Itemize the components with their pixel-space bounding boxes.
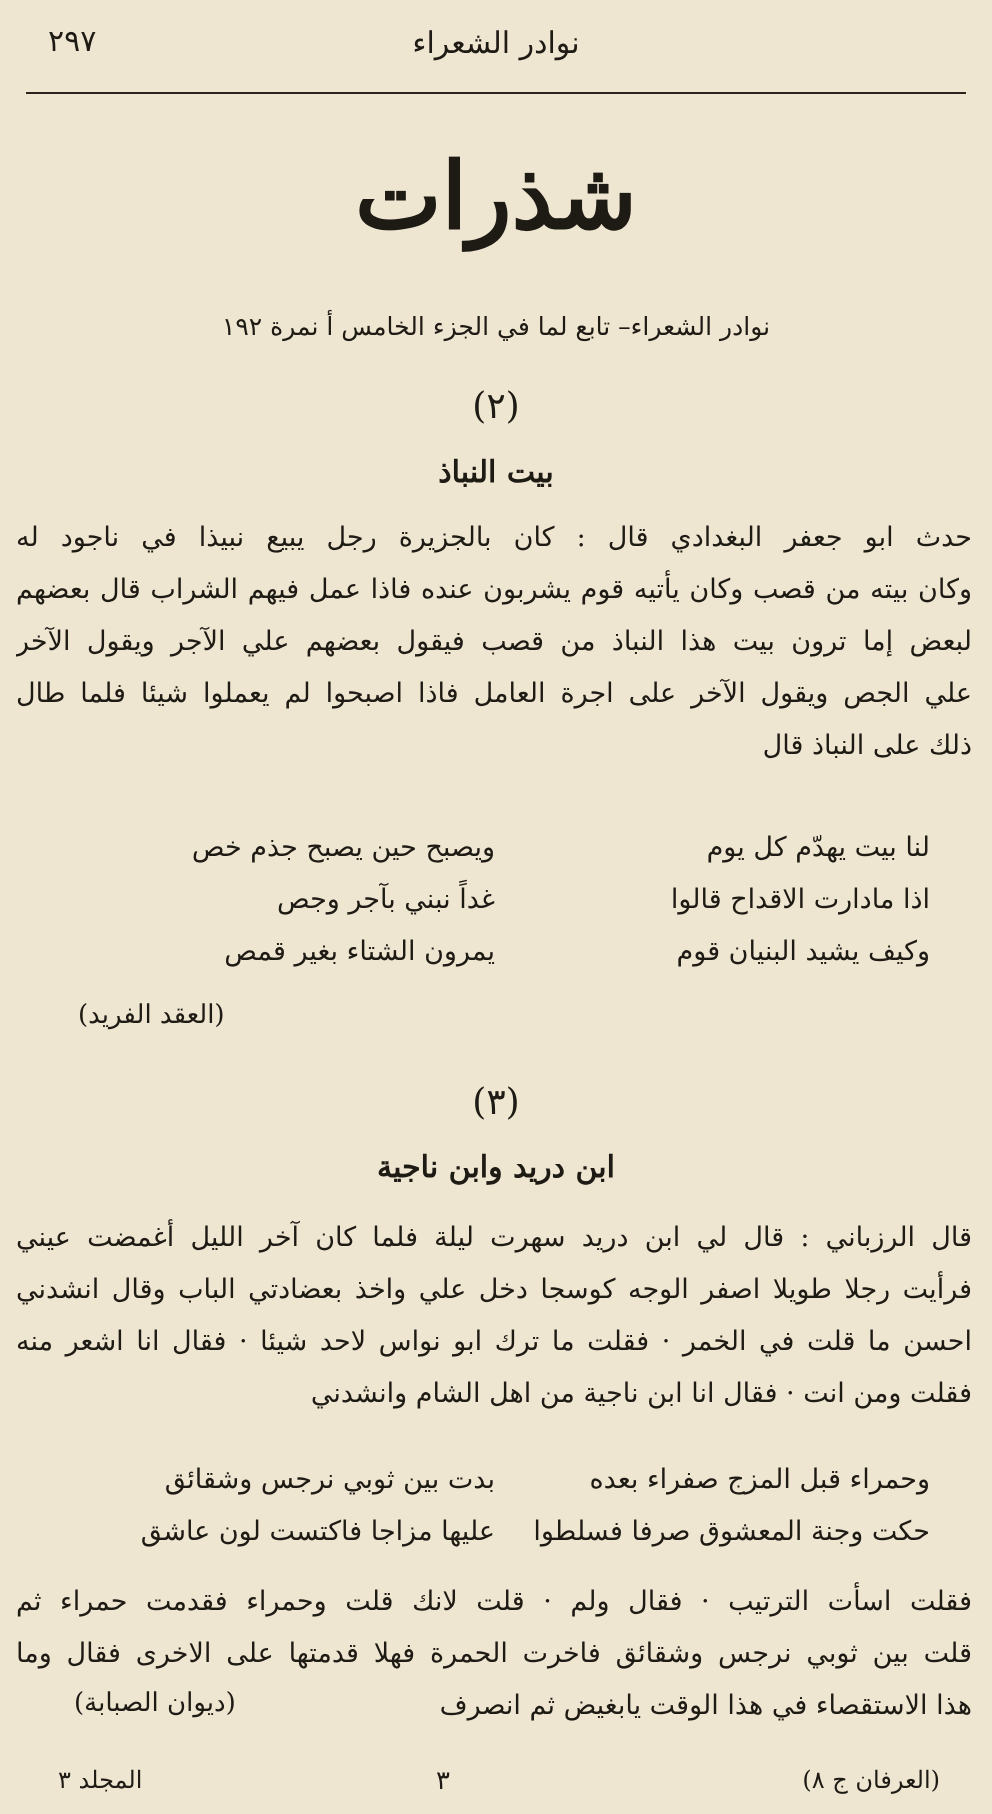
section-2-verses — [60, 822, 930, 978]
section-2-source: (العقد الفريد) — [78, 1000, 225, 1030]
verse-first-hemistich: حكت وجنة المعشوق صرفا فسلطوا — [533, 1516, 930, 1547]
paragraph-line: علي الجص ويقول الآخر على اجرة العامل فاذا اصبحوا لم يعملوا شيئا فلما طال — [16, 678, 972, 709]
footer-page: ٣ — [436, 1766, 450, 1796]
verse-second-hemistich: يمرون الشتاء بغير قمص — [224, 936, 495, 967]
paragraph-line: لبعض إما ترون بيت هذا النباذ من قصب فيقول بعضهم علي الآجر ويقول الآخر — [16, 626, 972, 657]
verse-first-hemistich: وكيف يشيد البنيان قوم — [676, 936, 930, 967]
section-title: شذرات — [355, 142, 637, 250]
paragraph-line: فقلت اسأت الترتيب · فقال ولم · قلت لانك قلت وحمراء فقدمت حمراء ثم — [16, 1586, 972, 1617]
paragraph-line: حدث ابو جعفر البغدادي قال : كان بالجزيرة رجل يبيع نبيذا في ناجود له — [16, 522, 972, 553]
paragraph-line: قال الرزباني : قال لي ابن دريد سهرت ليلة فلما كان آخر الليل أغمضت عيني — [16, 1222, 972, 1253]
section-3-verses — [60, 1454, 930, 1558]
verse-first-hemistich: وحمراء قبل المزج صفراء بعده — [589, 1464, 930, 1495]
footer-volume: المجلد ٣ — [58, 1766, 143, 1794]
section-3-number: (٣) — [472, 1082, 520, 1123]
paragraph-line: قلت بين ثوبي نرجس وشقائق فاخرت الحمرة فهلا قدمتها على الاخرى فقال وما — [16, 1638, 972, 1669]
verse-second-hemistich: عليها مزاجا فاكتست لون عاشق — [140, 1516, 495, 1547]
verse-second-hemistich: بدت بين ثوبي نرجس وشقائق — [164, 1464, 495, 1495]
verse-second-hemistich: غداً نبني بآجر وجص — [277, 884, 495, 915]
subtitle: نوادر الشعراء– تابع لما في الجزء الخامس أ نمرة ١٩٢ — [221, 312, 771, 341]
section-3-paragraph-2 — [16, 1576, 972, 1680]
section-2-number: (٢) — [472, 386, 520, 427]
verse-row — [60, 822, 930, 874]
section-2-paragraph — [16, 512, 972, 772]
paragraph-line: وكان بيته من قصب وكان يأتيه قوم يشربون عنده فاذا عمل فيهم الشراب قال بعضهم — [16, 574, 972, 605]
verse-second-hemistich: ويصبح حين يصبح جذم خص — [191, 832, 495, 863]
verse-row — [60, 926, 930, 978]
verse-row — [60, 1454, 930, 1506]
paragraph-line: احسن ما قلت في الخمر · فقلت ما ترك ابو نواس لاحد شيئا · فقال انا اشعر منه — [16, 1326, 972, 1357]
verse-first-hemistich: لنا بيت يهدّم كل يوم — [706, 832, 930, 863]
running-header-title: نوادر الشعراء — [412, 26, 580, 61]
header-rule — [26, 92, 966, 94]
paragraph-line: ذلك على النباذ قال — [762, 730, 972, 761]
section-2-heading: بيت النباذ — [438, 455, 554, 490]
section-3-heading: ابن دريد وابن ناجية — [377, 1150, 615, 1185]
verse-row — [60, 874, 930, 926]
section-3-source: (ديوان الصبابة) — [74, 1688, 236, 1718]
verse-row — [60, 1506, 930, 1558]
paragraph-line: فقلت ومن انت · فقال انا ابن ناجية من اهل الشام وانشدني — [310, 1378, 972, 1409]
paragraph-line: فرأيت رجلا طويلا اصفر الوجه كوسجا دخل علي واخذ بعضادتي الباب وقال انشدني — [16, 1274, 972, 1305]
section-3-paragraph — [16, 1212, 972, 1420]
section-3-last-line: هذا الاستقصاء في هذا الوقت يابغيض ثم انصرف — [439, 1690, 972, 1721]
page-number: ٢٩٧ — [48, 24, 97, 59]
verse-first-hemistich: اذا مادارت الاقداح قالوا — [670, 884, 930, 915]
footer-issue: (العرفان ج ٨) — [802, 1766, 940, 1794]
